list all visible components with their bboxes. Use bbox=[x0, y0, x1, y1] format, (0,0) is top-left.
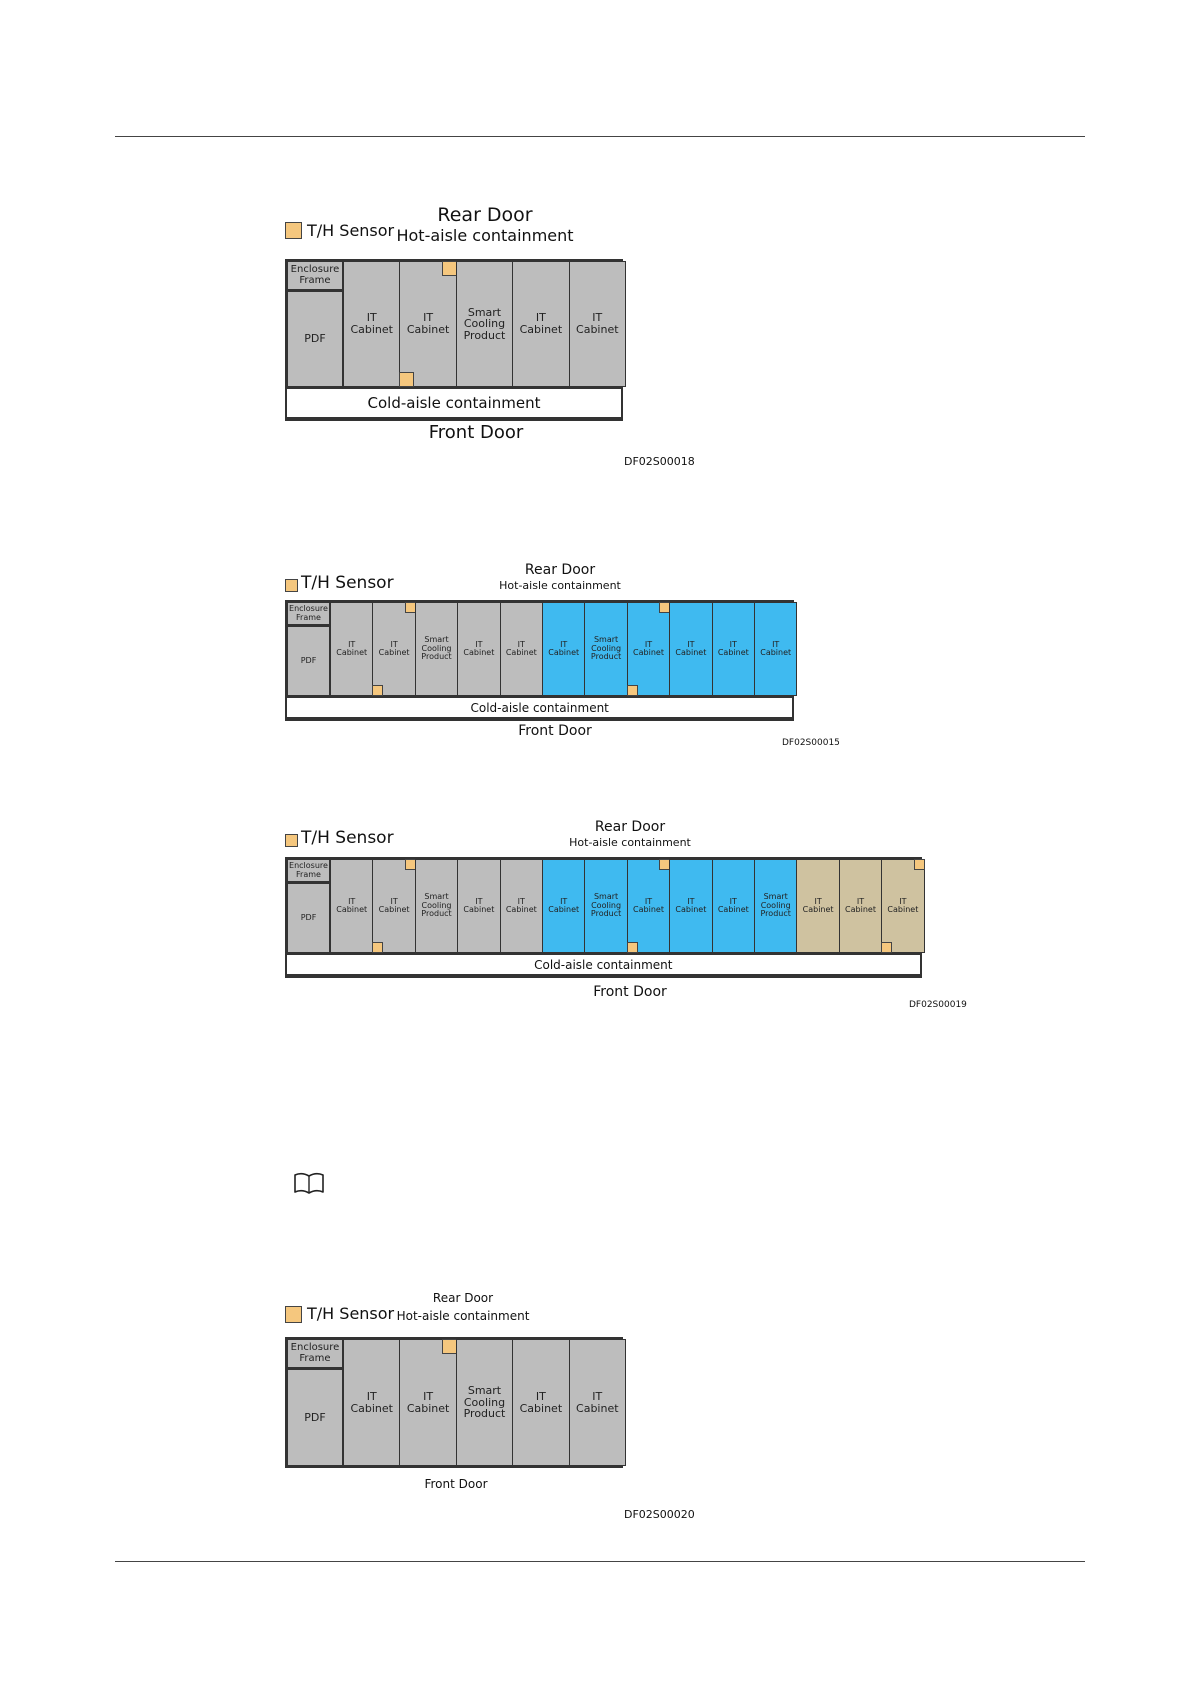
hot-aisle-label: Hot-aisle containment bbox=[396, 1309, 530, 1323]
cabinet-row bbox=[285, 857, 922, 978]
it-cabinet: IT Cabinet bbox=[569, 261, 626, 387]
figure-code: DF02S00019 bbox=[909, 1000, 967, 1010]
rear-door-label: Rear Door bbox=[524, 562, 596, 578]
smart-cooling-product: Smart Cooling Product bbox=[584, 859, 627, 953]
it-cabinet: IT Cabinet bbox=[399, 1339, 456, 1466]
cold-aisle-containment: Cold-aisle containment bbox=[285, 696, 794, 719]
sensor-legend-swatch bbox=[285, 1306, 302, 1323]
footer-rule bbox=[115, 1561, 1085, 1562]
it-cabinet: IT Cabinet bbox=[627, 859, 670, 953]
smart-cooling-product: Smart Cooling Product bbox=[584, 602, 627, 696]
it-cabinet: IT Cabinet bbox=[542, 859, 585, 953]
hot-aisle-label: Hot-aisle containment bbox=[499, 579, 621, 592]
rear-door-label: Rear Door bbox=[594, 819, 666, 835]
enclosure-frame: Enclosure Frame bbox=[287, 1339, 343, 1369]
th-sensor-bottom bbox=[399, 372, 414, 387]
it-cabinet: IT Cabinet bbox=[796, 859, 839, 953]
it-cabinet: IT Cabinet bbox=[330, 602, 373, 696]
th-sensor-bottom bbox=[372, 685, 383, 696]
it-cabinet: IT Cabinet bbox=[627, 602, 670, 696]
smart-cooling-product: Smart Cooling Product bbox=[754, 859, 797, 953]
it-cabinet: IT Cabinet bbox=[500, 602, 543, 696]
th-sensor-top bbox=[442, 261, 457, 276]
rear-door-label: Rear Door bbox=[437, 204, 533, 226]
hot-aisle-label: Hot-aisle containment bbox=[569, 836, 691, 849]
rear-door-label: Rear Door bbox=[432, 1291, 494, 1305]
it-cabinet: IT Cabinet bbox=[512, 261, 569, 387]
cold-aisle-containment: Cold-aisle containment bbox=[285, 953, 922, 976]
smart-cooling-product: Smart Cooling Product bbox=[456, 1339, 513, 1466]
cabinet-row bbox=[285, 1337, 623, 1468]
it-cabinet: IT Cabinet bbox=[330, 859, 373, 953]
it-cabinet: IT Cabinet bbox=[881, 859, 924, 953]
it-cabinet: IT Cabinet bbox=[512, 1339, 569, 1466]
it-cabinet: IT Cabinet bbox=[343, 1339, 400, 1466]
sensor-legend-label: T/H Sensor bbox=[307, 221, 395, 240]
cabinet-row bbox=[285, 259, 623, 421]
front-door-label: Front Door bbox=[424, 1477, 488, 1491]
figure-code: DF02S00018 bbox=[624, 455, 695, 468]
it-cabinet: IT Cabinet bbox=[457, 859, 500, 953]
sensor-legend-swatch bbox=[285, 579, 298, 592]
it-cabinet: IT Cabinet bbox=[399, 261, 456, 387]
sensor-legend-swatch bbox=[285, 834, 298, 847]
th-sensor-bottom bbox=[881, 942, 892, 953]
enclosure-frame: Enclosure Frame bbox=[287, 602, 330, 626]
front-door-label: Front Door bbox=[518, 723, 592, 739]
sensor-legend-label: T/H Sensor bbox=[301, 828, 394, 848]
it-cabinet: IT Cabinet bbox=[712, 859, 755, 953]
it-cabinet: IT Cabinet bbox=[457, 602, 500, 696]
it-cabinet: IT Cabinet bbox=[754, 602, 797, 696]
enclosure-frame: Enclosure Frame bbox=[287, 261, 343, 291]
smart-cooling-product: Smart Cooling Product bbox=[415, 602, 458, 696]
note-book-icon bbox=[293, 1172, 325, 1194]
sensor-legend-label: T/H Sensor bbox=[307, 1304, 395, 1323]
it-cabinet: IT Cabinet bbox=[542, 602, 585, 696]
figure-code: DF02S00020 bbox=[624, 1508, 695, 1521]
pdf-cabinet: PDF bbox=[287, 291, 343, 387]
it-cabinet: IT Cabinet bbox=[372, 859, 415, 953]
it-cabinet: IT Cabinet bbox=[839, 859, 882, 953]
th-sensor-bottom bbox=[627, 942, 638, 953]
cold-aisle-containment: Cold-aisle containment bbox=[285, 387, 623, 419]
front-door-label: Front Door bbox=[428, 422, 524, 443]
it-cabinet: IT Cabinet bbox=[669, 859, 712, 953]
it-cabinet: IT Cabinet bbox=[712, 602, 755, 696]
th-sensor-top bbox=[914, 859, 925, 870]
header-rule bbox=[115, 136, 1085, 137]
pdf-cabinet: PDF bbox=[287, 883, 330, 953]
th-sensor-bottom bbox=[372, 942, 383, 953]
th-sensor-bottom bbox=[627, 685, 638, 696]
hot-aisle-label: Hot-aisle containment bbox=[396, 226, 574, 245]
it-cabinet: IT Cabinet bbox=[669, 602, 712, 696]
sensor-legend-label: T/H Sensor bbox=[301, 573, 394, 593]
pdf-cabinet: PDF bbox=[287, 626, 330, 696]
it-cabinet: IT Cabinet bbox=[372, 602, 415, 696]
th-sensor-top bbox=[442, 1339, 457, 1354]
pdf-cabinet: PDF bbox=[287, 1369, 343, 1466]
figure-code: DF02S00015 bbox=[782, 738, 840, 748]
smart-cooling-product: Smart Cooling Product bbox=[415, 859, 458, 953]
it-cabinet: IT Cabinet bbox=[343, 261, 400, 387]
it-cabinet: IT Cabinet bbox=[500, 859, 543, 953]
enclosure-frame: Enclosure Frame bbox=[287, 859, 330, 883]
front-door-label: Front Door bbox=[593, 984, 667, 1000]
sensor-legend-swatch bbox=[285, 222, 302, 239]
cabinet-row bbox=[285, 600, 794, 721]
smart-cooling-product: Smart Cooling Product bbox=[456, 261, 513, 387]
it-cabinet: IT Cabinet bbox=[569, 1339, 626, 1466]
